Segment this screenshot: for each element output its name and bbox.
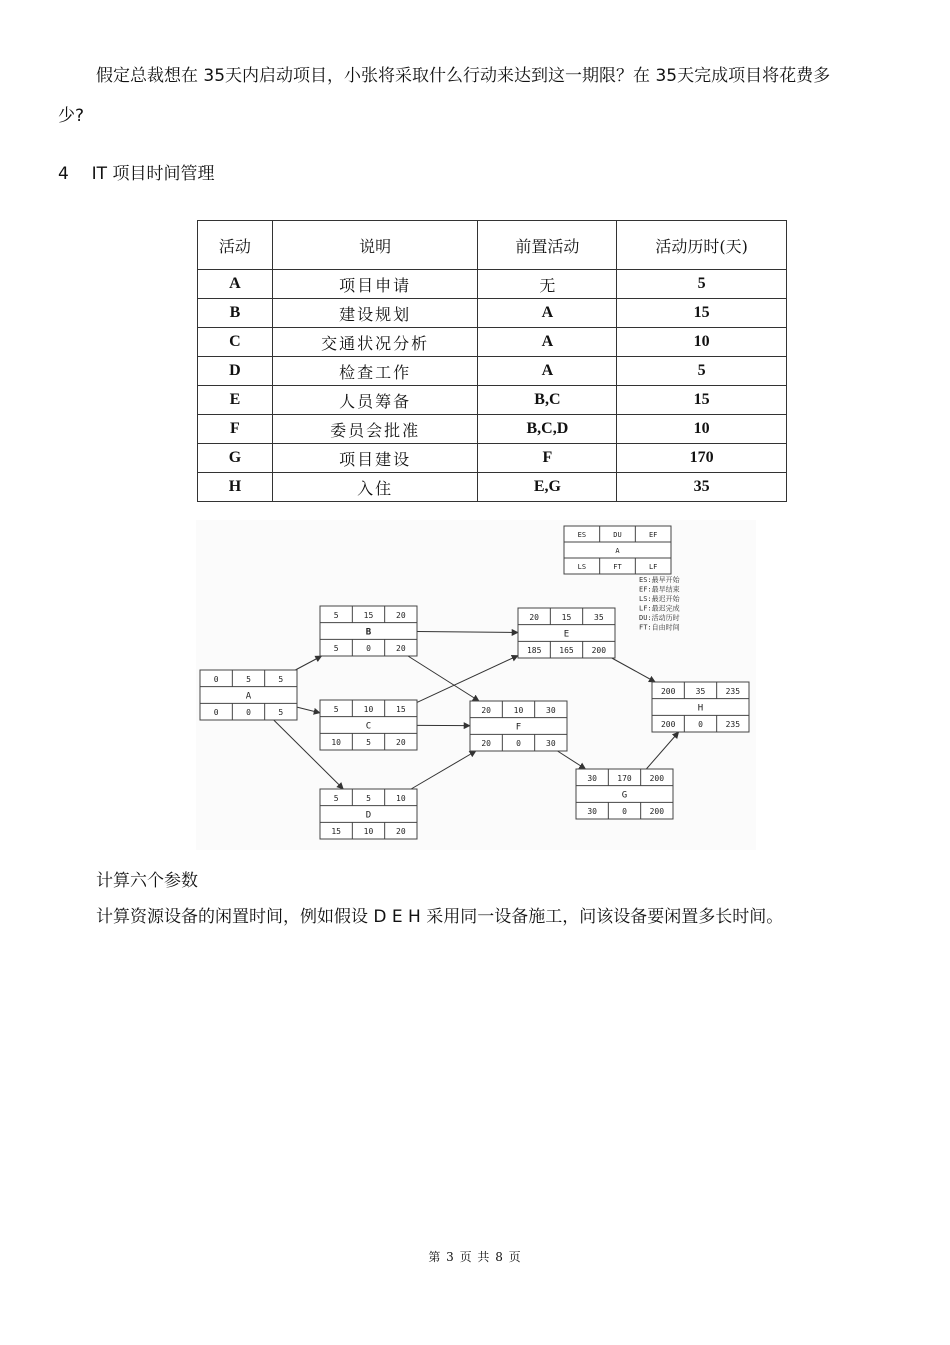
- table-row: [198, 328, 787, 357]
- cell-description: 入住: [272, 473, 478, 502]
- legend-text-line: EF:最早结束: [639, 585, 680, 594]
- cell-duration: 15: [617, 299, 787, 328]
- node-h-name: H: [697, 703, 704, 714]
- cell-description: 交通状况分析: [272, 328, 478, 357]
- node-g-top-value: 170: [617, 773, 632, 783]
- node-d-top-value: 5: [333, 793, 339, 803]
- node-c-name: C: [365, 721, 372, 732]
- node-e-bottom-value: 185: [526, 646, 542, 656]
- header-predecessor: 前置活动: [478, 221, 617, 270]
- cell-description: 项目申请: [272, 270, 478, 299]
- legend-text-line: DU:活动历时: [639, 614, 680, 622]
- node-c-bottom-value: 5: [366, 738, 371, 748]
- node-c-bottom-value: 10: [331, 738, 341, 748]
- node-a-top-value: 5: [278, 674, 284, 684]
- legend-bottom-label: LF: [648, 563, 658, 571]
- node-h-bottom-value: 200: [660, 720, 676, 730]
- cell-description: 委员会批准: [272, 415, 478, 444]
- cell-activity: B: [198, 299, 273, 328]
- cell-activity: F: [198, 415, 273, 444]
- node-e-bottom-value: 165: [559, 646, 574, 656]
- header-duration: 活动历时(天): [617, 221, 787, 270]
- cell-duration: 15: [617, 386, 787, 415]
- network-diagram: [196, 520, 756, 850]
- node-a-bottom-value: 0: [213, 708, 219, 718]
- section-title: IT 项目时间管理: [91, 164, 215, 184]
- node-h-bottom-value: 235: [725, 720, 741, 730]
- cell-predecessor: A: [478, 328, 617, 357]
- cell-predecessor: A: [478, 357, 617, 386]
- cell-activity: D: [198, 357, 273, 386]
- cell-duration: 5: [617, 270, 787, 299]
- cell-predecessor: 无: [478, 270, 617, 299]
- node-e-name: E: [563, 629, 570, 640]
- node-a-top-value: 5: [246, 674, 251, 684]
- cell-activity: E: [198, 386, 273, 415]
- cell-duration: 10: [617, 328, 787, 357]
- calc-six-params: 计算六个参数: [96, 871, 198, 891]
- activity-table: [197, 220, 787, 502]
- node-g-top-value: 200: [649, 773, 665, 783]
- cell-activity: C: [198, 328, 273, 357]
- node-b-top-value: 5: [333, 610, 339, 620]
- node-e-bottom-value: 200: [591, 646, 607, 656]
- legend-text-line: ES:最早开始: [639, 576, 680, 584]
- node-e-top-value: 35: [594, 612, 604, 622]
- table-row: [198, 299, 787, 328]
- table-row: [198, 386, 787, 415]
- node-f-bottom-value: 20: [481, 739, 491, 749]
- header-activity: 活动: [198, 221, 273, 270]
- node-d-name: D: [365, 810, 372, 821]
- legend-text-line: FT:自由时间: [639, 623, 680, 632]
- legend-name: A: [615, 547, 620, 555]
- cell-description: 建设规划: [272, 299, 478, 328]
- node-d-bottom-value: 10: [363, 827, 374, 837]
- node-c-top-value: 10: [363, 704, 374, 714]
- legend-bottom-label: LS: [577, 563, 587, 571]
- cell-description: 项目建设: [272, 444, 478, 473]
- cell-duration: 170: [617, 444, 787, 473]
- idle-time-question: 计算资源设备的闲置时间，例如假设 D E H 采用同一设备施工，问该设备要闲置多长时间。: [96, 907, 784, 927]
- question-line-2: 少?: [58, 106, 85, 126]
- node-h-bottom-value: 0: [698, 720, 703, 730]
- cell-duration: 10: [617, 415, 787, 444]
- node-g-bottom-value: 30: [587, 807, 597, 817]
- node-f-name: F: [515, 722, 522, 733]
- table-row: [198, 444, 787, 473]
- table-header-row: [198, 221, 787, 270]
- table-row: [198, 415, 787, 444]
- node-d-bottom-value: 15: [331, 827, 341, 837]
- cell-description: 人员筹备: [272, 386, 478, 415]
- legend-text-line: LS:最迟开始: [639, 595, 680, 603]
- node-h-top-value: 200: [660, 686, 676, 696]
- page-footer: 第 3 页 共 8 页: [428, 1250, 522, 1264]
- cell-predecessor: F: [478, 444, 617, 473]
- node-h-top-value: 35: [695, 686, 706, 696]
- question-line-1: 假定总裁想在 35天内启动项目，小张将采取什么行动来达到这一期限？在 35天完成项目将花费多: [96, 66, 831, 86]
- node-a-bottom-value: 0: [246, 708, 251, 718]
- cell-duration: 5: [617, 357, 787, 386]
- node-g-name: G: [621, 790, 628, 801]
- node-a-name: A: [245, 691, 252, 702]
- node-e-top-value: 20: [529, 612, 539, 622]
- cell-activity: A: [198, 270, 273, 299]
- node-c-bottom-value: 20: [396, 738, 406, 748]
- node-d-top-value: 10: [396, 793, 406, 803]
- node-a-top-value: 0: [213, 674, 219, 684]
- section-number: 4: [58, 164, 69, 184]
- legend-text-line: LF:最迟完成: [639, 604, 680, 613]
- cell-predecessor: A: [478, 299, 617, 328]
- cell-predecessor: B,C,D: [478, 415, 617, 444]
- section-heading: [58, 162, 214, 186]
- legend-top-label: DU: [613, 531, 622, 539]
- node-b-top-value: 20: [396, 610, 406, 620]
- node-f-top-value: 30: [546, 705, 556, 715]
- node-c-top-value: 5: [333, 704, 339, 714]
- table-row: [198, 357, 787, 386]
- node-b-bottom-value: 20: [396, 644, 406, 654]
- node-b-top-value: 15: [363, 610, 374, 620]
- node-b-bottom-value: 5: [333, 644, 339, 654]
- legend-top-label: EF: [648, 531, 658, 539]
- node-e-top-value: 15: [561, 612, 572, 622]
- legend-top-label: ES: [577, 531, 587, 539]
- node-g-bottom-value: 0: [622, 807, 627, 817]
- cell-activity: H: [198, 473, 273, 502]
- header-description: 说明: [272, 221, 478, 270]
- cell-predecessor: B,C: [478, 386, 617, 415]
- node-f-bottom-value: 0: [516, 739, 521, 749]
- node-f-top-value: 20: [481, 705, 491, 715]
- node-f-top-value: 10: [513, 705, 524, 715]
- cell-duration: 35: [617, 473, 787, 502]
- cell-predecessor: E,G: [478, 473, 617, 502]
- node-h-top-value: 235: [725, 686, 741, 696]
- table-row: [198, 270, 787, 299]
- node-c-top-value: 15: [396, 704, 406, 714]
- node-a-bottom-value: 5: [278, 708, 284, 718]
- node-g-top-value: 30: [587, 773, 597, 783]
- node-b-bottom-value: 0: [366, 644, 371, 654]
- cell-description: 检查工作: [272, 357, 478, 386]
- node-g-bottom-value: 200: [649, 807, 665, 817]
- table-row: [198, 473, 787, 502]
- node-f-bottom-value: 30: [546, 739, 556, 749]
- node-d-top-value: 5: [366, 793, 371, 803]
- legend-bottom-label: FT: [613, 563, 622, 571]
- node-b-name: B: [365, 627, 372, 638]
- cell-activity: G: [198, 444, 273, 473]
- node-d-bottom-value: 20: [396, 827, 406, 837]
